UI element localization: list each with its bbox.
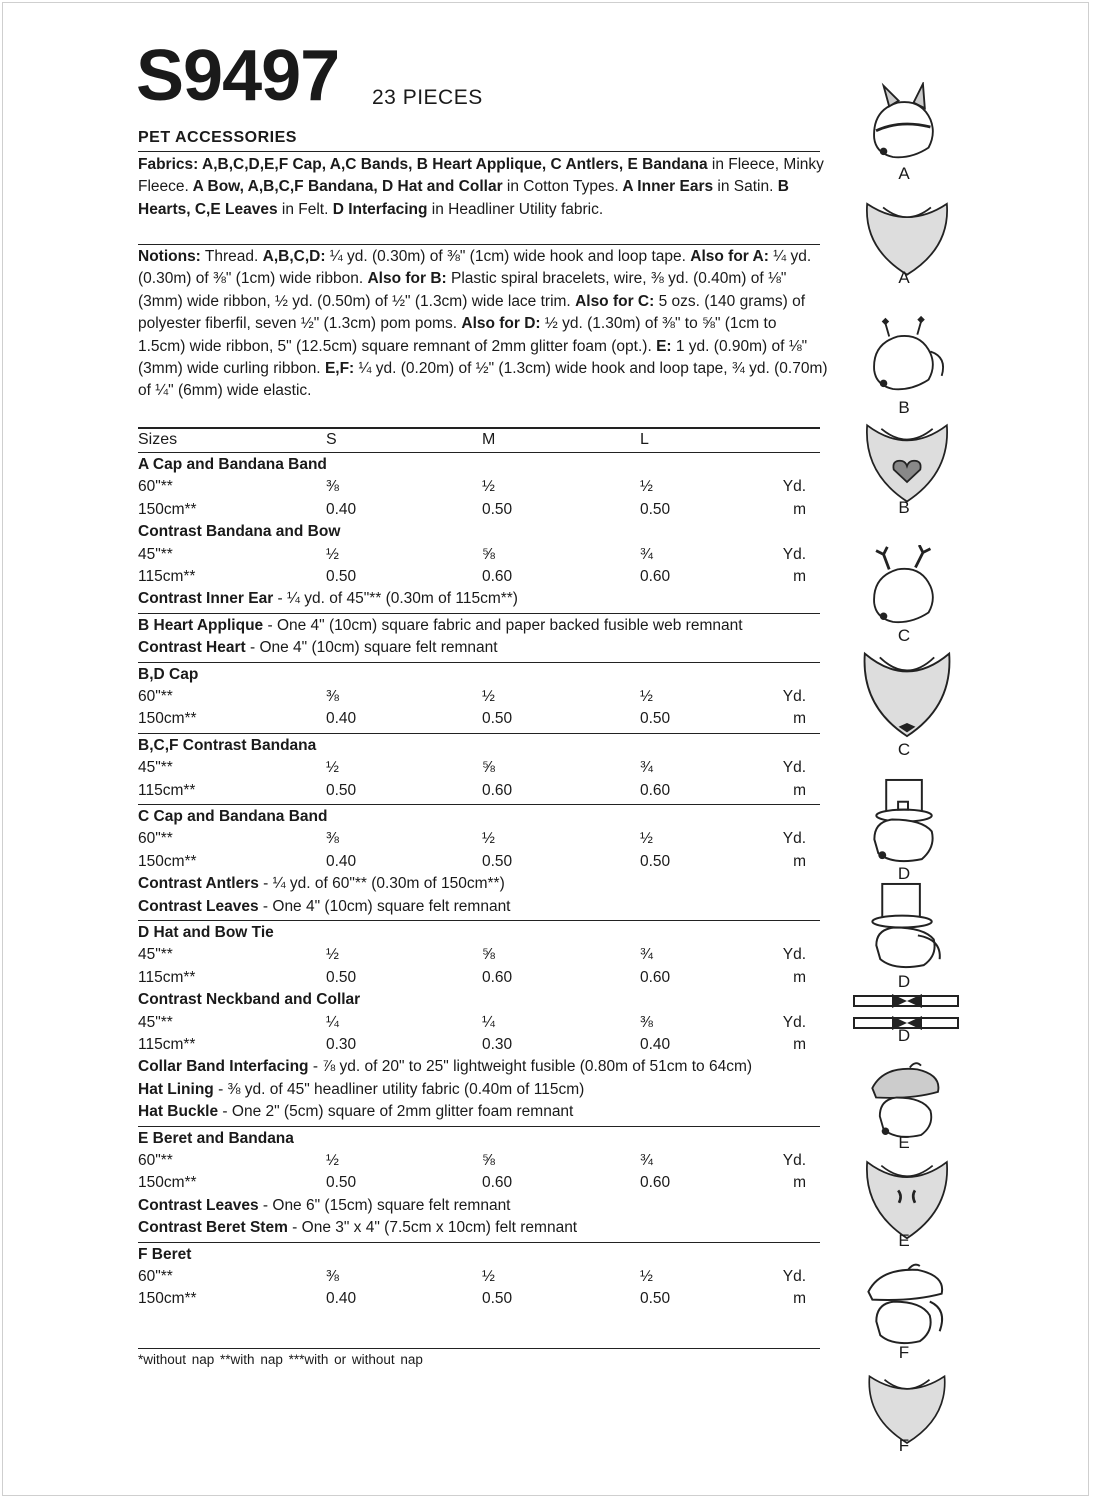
illustration-bandana-bow	[852, 648, 962, 738]
fabrics-bold-3: B Hearts, C,E Leaves	[138, 178, 789, 218]
sizes-label: Sizes	[138, 431, 178, 448]
view-label: D	[897, 972, 911, 991]
note-33	[138, 1101, 573, 1123]
size-l-value: ½	[640, 478, 653, 496]
yardage-row	[138, 1266, 820, 1288]
fabrics-text-1: in Cotton Types.	[502, 178, 619, 196]
dog-top-hat-icon	[852, 776, 962, 871]
size-s-value: ⅜	[326, 478, 339, 496]
size-s-value: ½	[326, 545, 339, 563]
notions-bold-1: A,B,C,D:	[262, 248, 326, 265]
notions-text-0: Thread.	[200, 248, 263, 265]
yardage-row	[138, 851, 820, 873]
size-l-value: 0.60	[640, 568, 671, 585]
note-text: - ¼ yd. of 45"** (0.30m of 115cm**)	[273, 590, 518, 608]
note-text: - One 4" (10cm) square felt remnant	[245, 639, 498, 657]
section-35: E Beret and Bandana	[138, 1129, 294, 1147]
view-label: C	[897, 740, 911, 759]
illustration-bandana-heart	[852, 420, 962, 505]
size-m-value: ⅝	[482, 946, 495, 964]
note-label: Contrast Beret Stem	[138, 1219, 288, 1237]
size-l-value: 0.60	[640, 968, 671, 986]
view-label: B	[898, 498, 910, 517]
rule-34	[138, 1126, 820, 1127]
size-s-value: 0.40	[326, 1290, 357, 1308]
size-l-value: 0.40	[640, 1036, 671, 1053]
size-m-value: 0.50	[482, 710, 513, 728]
note-6	[138, 588, 518, 610]
fabric-width: 150cm**	[138, 852, 197, 870]
rule-footnote	[138, 1348, 820, 1349]
view-label: D	[897, 1026, 911, 1045]
yardage-row	[138, 967, 820, 989]
note-text: - ⅞ yd. of 20" to 25" lightweight fusible (0.80m of 51cm to 64cm)	[308, 1058, 753, 1076]
view-label: E	[898, 1133, 910, 1152]
size-s-value: ½	[326, 946, 339, 964]
unit: m	[793, 968, 806, 986]
section-28: Contrast Neckband and Collar	[138, 991, 361, 1009]
note-label: Contrast Leaves	[138, 897, 259, 915]
yardage-row	[138, 1172, 820, 1194]
note-31	[138, 1056, 752, 1078]
yardage-row	[138, 708, 820, 730]
illustration-bandana-leaves	[852, 1155, 962, 1240]
note-text: - One 2" (5cm) square of 2mm glitter foam remnant	[218, 1103, 574, 1121]
note-text: - One 4" (10cm) square felt remnant	[258, 897, 511, 915]
unit: Yd.	[782, 1152, 806, 1169]
size-m-value: 0.50	[482, 500, 513, 518]
rule-14	[138, 733, 820, 734]
yardage-row	[138, 1012, 820, 1034]
size-m-value: ½	[482, 688, 495, 705]
fabric-width: 45"**	[138, 759, 173, 777]
section-41: F Beret	[138, 1245, 192, 1263]
fabric-width: 150cm**	[138, 500, 197, 518]
bandana-bow-icon	[852, 648, 962, 738]
note-label: Contrast Leaves	[138, 1196, 259, 1214]
illustration-dog-top-hat-side	[852, 880, 962, 975]
size-m-value: 0.60	[482, 781, 513, 799]
rule-18	[138, 804, 820, 805]
note-38	[138, 1195, 511, 1217]
yardage-row	[138, 544, 820, 566]
pattern-code: S9497	[136, 36, 340, 116]
note-text: - ⅜ yd. of 45" headliner utility fabric (0.40m of 115cm)	[213, 1080, 585, 1098]
fabric-width: 60"**	[138, 1268, 173, 1285]
yardage-row	[138, 1150, 820, 1172]
section-3: Contrast Bandana and Bow	[138, 523, 341, 541]
fabric-width: 60"**	[138, 1152, 173, 1169]
size-m-value: ¼	[482, 1013, 495, 1031]
size-m-value: ½	[482, 1268, 495, 1285]
size-s: S	[326, 431, 337, 448]
size-s-value: 0.50	[326, 781, 357, 799]
fabrics-bold-1: A Bow, A,B,C,F Bandana, D Hat and Collar	[188, 178, 503, 196]
note-9	[138, 637, 498, 659]
fabric-width: 45"**	[138, 946, 173, 964]
note-text: - One 3" x 4" (7.5cm x 10cm) felt remnant	[287, 1219, 578, 1237]
unit: m	[793, 500, 806, 518]
illustration-dog-cap-hearts	[852, 314, 962, 404]
unit: m	[793, 1290, 806, 1308]
size-m: M	[482, 431, 496, 448]
size-s-value: 0.50	[326, 568, 357, 585]
notions-bold-2: Also for A:	[690, 248, 769, 265]
size-m-value: 0.50	[482, 852, 513, 870]
yardage-row	[138, 944, 820, 966]
size-s-value: ⅜	[326, 1268, 339, 1285]
fabric-width: 150cm**	[138, 710, 197, 728]
fabric-width: 115cm**	[138, 568, 196, 585]
size-s-value: 0.50	[326, 1174, 357, 1192]
notions-paragraph	[138, 246, 828, 403]
note-label: Hat Buckle	[138, 1103, 219, 1121]
notions-text-1: ¼ yd. (0.30m) of ⅜" (1cm) wide hook and loop tape.	[325, 248, 691, 265]
size-l-value: ⅜	[640, 1013, 653, 1031]
view-label: E	[898, 1231, 910, 1250]
size-s-value: ¼	[326, 1013, 339, 1031]
category-title: PET ACCESSORIES	[138, 129, 297, 146]
note-39	[138, 1217, 577, 1239]
size-l-value: ½	[640, 1268, 653, 1285]
fabrics-bold-0: A,B,C,D,E,F Cap, A,C Bands, B Heart Applique, C Antlers, E Bandana	[198, 156, 708, 173]
yardage-row	[138, 780, 820, 802]
unit: m	[793, 781, 806, 799]
unit: m	[793, 568, 806, 585]
footnote: *without nap **with nap ***with or without nap	[138, 1352, 423, 1367]
note-text: - One 4" (10cm) square fabric and paper backed fusible web remnant	[263, 616, 743, 634]
notions-text-4: 5 ozs. (140 grams) of polyester fiberfil, seven ½" (1.3cm) pom poms.	[138, 292, 806, 333]
unit: m	[793, 852, 806, 870]
note-label: Collar Band Interfacing	[138, 1058, 309, 1076]
bandana-heart-icon	[852, 420, 962, 505]
yardage-row	[138, 476, 820, 498]
note-label: Hat Lining	[138, 1080, 214, 1098]
note-text: - One 6" (15cm) square felt remnant	[258, 1196, 511, 1214]
size-l-value: 0.60	[640, 781, 671, 799]
fabric-width: 45"**	[138, 545, 173, 563]
view-label: D	[897, 864, 911, 883]
fabrics-text-2: in Satin.	[713, 178, 774, 196]
section-19: C Cap and Bandana Band	[138, 808, 328, 825]
size-s-value: ½	[326, 759, 339, 777]
size-l-value: 0.50	[640, 710, 671, 728]
size-l-value: ¾	[640, 946, 653, 964]
view-label: A	[898, 268, 910, 287]
bandana-leaves-icon	[852, 1155, 962, 1240]
note-label: Contrast Antlers	[138, 875, 259, 893]
size-l-value: 0.60	[640, 1174, 671, 1192]
size-s-value: ½	[326, 1152, 339, 1169]
note-23	[138, 896, 511, 918]
notions-bold-6: E:	[656, 337, 672, 355]
size-m-value: 0.30	[482, 1036, 513, 1053]
yardage-row	[138, 1288, 820, 1310]
rule-fabrics	[138, 244, 820, 245]
section-0: A Cap and Bandana Band	[138, 456, 327, 473]
illustration-dog-top-hat	[852, 776, 962, 871]
fabric-width: 60"**	[138, 478, 173, 496]
view-label: F	[898, 1436, 910, 1455]
size-s-value: 0.40	[326, 500, 357, 518]
illustration-dog-cap-antlers	[852, 545, 962, 635]
yardage-row	[138, 1034, 820, 1056]
size-m-value: ½	[482, 830, 495, 848]
unit: m	[793, 1174, 806, 1192]
view-label: B	[898, 398, 910, 417]
size-l-value: ¾	[640, 759, 653, 777]
note-label: Contrast Inner Ear	[138, 590, 274, 608]
unit: m	[793, 1036, 806, 1053]
fabrics-text-0: in Fleece, Minky Fleece.	[138, 156, 824, 196]
size-l-value: ½	[640, 830, 653, 848]
unit: Yd.	[782, 545, 806, 563]
notions-text-6: 1 yd. (0.90m) of ⅛" (3mm) wide curling ribbon.	[138, 337, 808, 378]
notions-text-5: ½ yd. (1.30m) of ⅜" to ⅝" (1cm to 1.5cm) wide ribbon, 5" (12.5cm) square remnant of 2mm glitter foam (opt.).	[138, 315, 777, 355]
rule-10	[138, 662, 820, 663]
rule-40	[138, 1242, 820, 1243]
size-l-value: ¾	[640, 545, 653, 563]
yardage-row	[138, 828, 820, 850]
rule-24	[138, 920, 820, 921]
rule-top	[138, 151, 820, 152]
fabric-width: 115cm**	[138, 968, 196, 986]
size-s-value: ⅜	[326, 830, 339, 848]
unit: Yd.	[782, 688, 806, 705]
note-8	[138, 615, 743, 637]
size-m-value: 0.50	[482, 1290, 513, 1308]
fabrics-label: Fabrics:	[138, 156, 199, 173]
size-m-value: ½	[482, 478, 495, 496]
fabric-width: 115cm**	[138, 1036, 196, 1053]
note-32	[138, 1079, 584, 1101]
unit: Yd.	[782, 946, 806, 964]
notions-bold-3: Also for B:	[367, 270, 447, 288]
dog-cap-ears-icon	[852, 82, 962, 172]
size-l-value: 0.50	[640, 500, 671, 518]
unit: m	[793, 710, 806, 728]
yardage-row	[138, 686, 820, 708]
fabric-width: 60"**	[138, 830, 173, 848]
note-22	[138, 873, 505, 895]
yardage-row	[138, 757, 820, 779]
yardage-row	[138, 566, 820, 588]
section-15: B,C,F Contrast Bandana	[138, 736, 317, 754]
unit: Yd.	[782, 759, 806, 777]
unit: Yd.	[782, 830, 806, 848]
fabrics-text-4: in Headliner Utility fabric.	[427, 200, 604, 218]
size-m-value: 0.60	[482, 1174, 513, 1192]
notions-label: Notions:	[138, 248, 201, 265]
fabrics-text-3: in Felt.	[277, 200, 329, 218]
view-label: F	[898, 1343, 910, 1362]
yardage-row	[138, 499, 820, 521]
size-m-value: ⅝	[482, 1152, 495, 1169]
notions-bold-4: Also for C:	[575, 292, 655, 310]
size-s-value: ⅜	[326, 688, 339, 705]
unit: Yd.	[782, 478, 806, 496]
rule-sizes-bottom	[138, 452, 820, 453]
view-label: C	[897, 626, 911, 645]
note-label: Contrast Heart	[138, 639, 246, 657]
unit: Yd.	[782, 1268, 806, 1285]
size-s-value: 0.50	[326, 968, 357, 986]
fabric-width: 60"**	[138, 688, 173, 705]
size-l: L	[640, 431, 649, 448]
notions-bold-7: E,F:	[324, 360, 355, 378]
size-l-value: 0.50	[640, 1290, 671, 1308]
dog-top-hat-side-icon	[852, 880, 962, 975]
note-label: B Heart Applique	[138, 616, 264, 634]
fabrics-bold-2: A Inner Ears	[618, 178, 714, 196]
section-11: B,D Cap	[138, 665, 199, 683]
size-s-value: 0.40	[326, 710, 357, 728]
sizes-header	[138, 429, 820, 451]
fabric-width: 150cm**	[138, 1174, 197, 1192]
size-s-value: 0.30	[326, 1036, 357, 1053]
size-l-value: ¾	[640, 1152, 653, 1169]
view-label: A	[898, 164, 910, 183]
dog-cap-hearts-icon	[852, 314, 962, 404]
unit: Yd.	[782, 1013, 806, 1031]
fabric-width: 115cm**	[138, 781, 196, 799]
notions-text-3: Plastic spiral bracelets, wire, ⅜ yd. (0.40m) of ⅛" (3mm) wide ribbon, ½ yd. (0.50m) of ½" (1.3cm) wide lace trim.	[138, 270, 787, 310]
notions-text-7: ¼ yd. (0.20m) of ½" (1.3cm) wide hook and loop tape, ¾ yd. (0.70m) of ¼" (6mm) wide elastic.	[138, 360, 828, 400]
section-25: D Hat and Bow Tie	[138, 924, 274, 941]
fabric-width: 45"**	[138, 1013, 173, 1031]
dog-cap-antlers-icon	[852, 545, 962, 635]
size-m-value: ⅝	[482, 759, 495, 777]
size-m-value: ⅝	[482, 545, 495, 563]
note-text: - ¼ yd. of 60"** (0.30m of 150cm**)	[258, 875, 505, 893]
size-m-value: 0.60	[482, 568, 513, 585]
fabrics-paragraph	[138, 154, 828, 221]
notions-text-2: ¼ yd. (0.30m) of ⅜" (1cm) wide ribbon.	[138, 248, 812, 288]
rule-7	[138, 613, 820, 614]
piece-count: 23 PIECES	[372, 86, 483, 109]
size-m-value: 0.60	[482, 968, 513, 986]
fabrics-bold-4: D Interfacing	[328, 200, 428, 218]
illustration-dog-cap-ears	[852, 82, 962, 172]
notions-bold-5: Also for D:	[461, 315, 541, 333]
fabric-width: 150cm**	[138, 1290, 197, 1308]
size-l-value: 0.50	[640, 852, 671, 870]
size-s-value: 0.40	[326, 852, 357, 870]
size-l-value: ½	[640, 688, 653, 705]
